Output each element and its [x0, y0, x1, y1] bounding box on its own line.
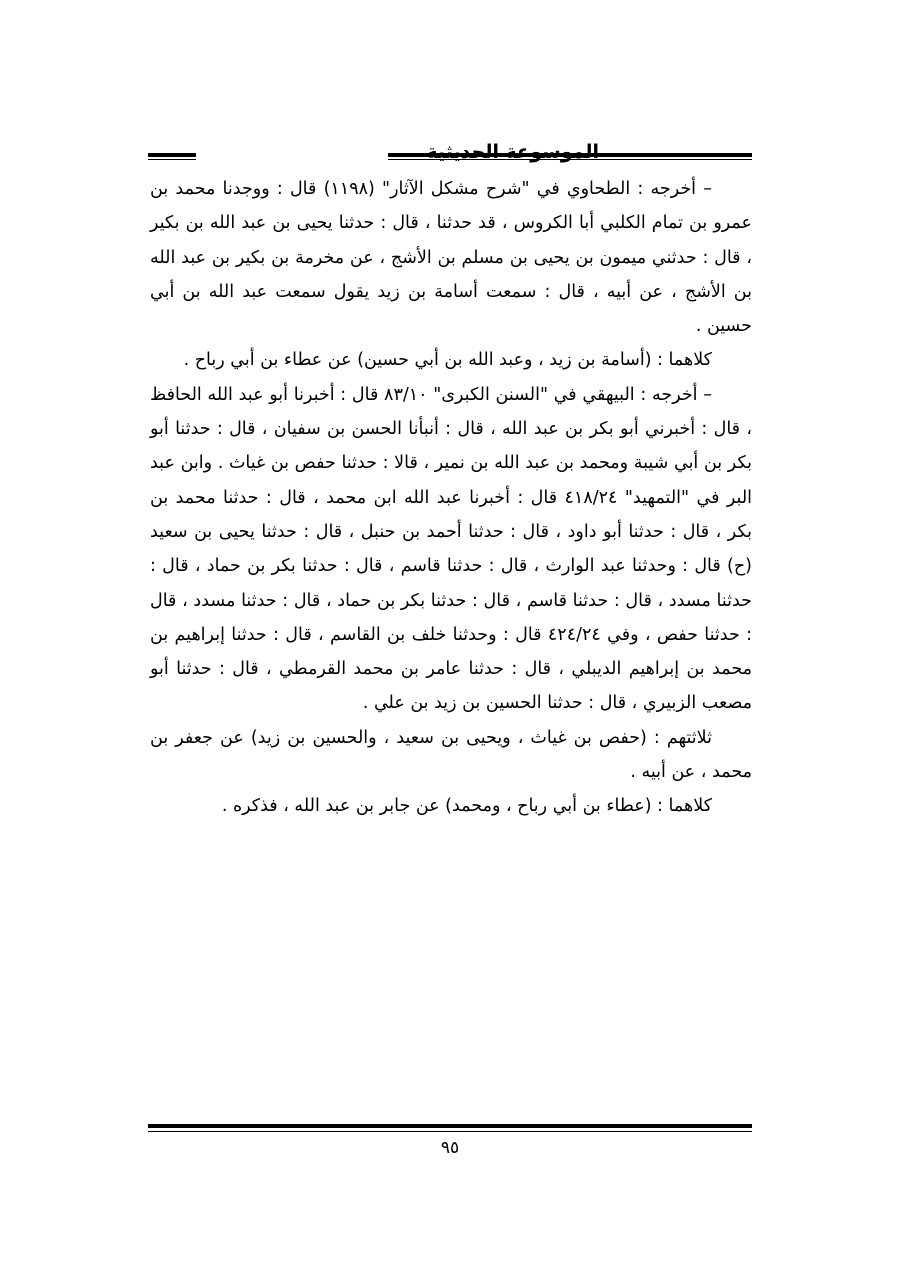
paragraph-bayhaqi: – أخرجه : البيهقي في "السنن الكبرى" ٨٣/١٠ قال : أخبرنا أبو عبد الله الحافظ ، قال : أخبرني أبو بكر بن عبد الله ، قال : أنبأنا الحسن بن سفيان ، قال : حدثنا أبو بكر بن أبي شيبة ومحمد بن عبد الله بن نمير ، قالا : حدثنا حفص بن غياث . وابن عبد البر في "التمهيد" ٤١٨/٢٤ قال : أخبرنا عبد الله ابن محمد ، قال : حدثنا محمد بن بكر ، قال : حدثنا أبو داود ، قال : حدثنا أحمد بن حنبل ، قال : حدثنا يحيى بن سعيد (ح) قال : وحدثنا عبد الوارث ، قال : حدثنا قاسم ، قال : حدثنا بكر بن حماد ، قال : حدثنا مسدد ، قال : حدثنا قاسم ، قال : حدثنا بكر بن حماد ، قال : حدثنا مسدد ، قال : حدثنا حفص ، وفي ٤٢٤/٢٤ قال : وحدثنا خلف بن القاسم ، قال : حدثنا إبراهيم بن محمد بن إبراهيم الديبلي ، قال : حدثنا عامر بن محمد القرمطي ، قال : حدثنا أبو مصعب الزبيري ، قال : حدثنا الحسين بن زيد بن علي . — [150, 384, 753, 714]
paragraph-tahawi: – أخرجه : الطحاوي في "شرح مشكل الآثار" (١١٩٨) قال : ووجدنا محمد بن عمرو بن تمام الكلبي أبا الكروس ، قد حدثنا ، قال : حدثنا يحيى بن عبد الله بن بكير ، قال : حدثني ميمون بن يحيى بن مسلم بن الأشج ، عن مخرمة بن بكير بن عبد الله بن الأشج ، عن أبيه ، قال : سمعت أسامة بن زيد يقول سمعت عبد الله بن أبي حسين . — [150, 179, 752, 337]
paragraph-summary-ata: كلاهما : (أسامة بن زيد ، وعبد الله بن أبي حسين) عن عطاء بن أبي رباح . — [183, 350, 712, 371]
page-body — [150, 172, 752, 824]
paragraph-summary-jafar: ثلاثتهم : (حفص بن غياث ، ويحيى بن سعيد ، والحسين بن زيد) عن جعفر بن محمد ، عن أبيه . — [150, 727, 752, 783]
paragraph-summary-jabir: كلاهما : (عطاء بن أبي رباح ، ومحمد) عن جابر بن عبد الله ، فذكره . — [221, 796, 712, 817]
header-rule-left — [148, 153, 196, 160]
footer-rule — [148, 1124, 752, 1132]
page-header — [148, 138, 752, 168]
page-number: ٩٥ — [440, 1138, 460, 1158]
header-title: الموسوعة الحديثية — [426, 141, 599, 163]
